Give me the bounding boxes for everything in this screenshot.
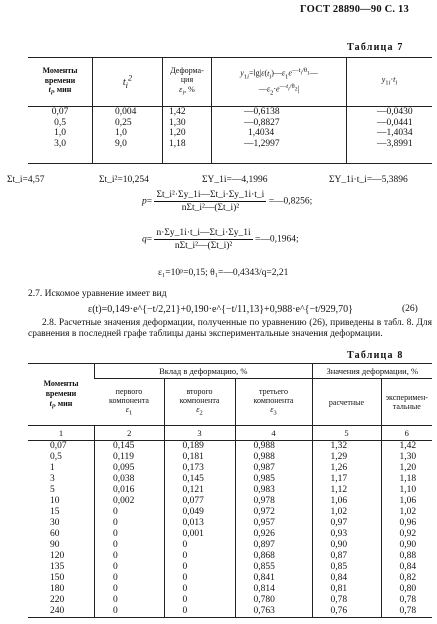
table-row [28, 474, 432, 485]
column-number: 5 [312, 426, 381, 441]
table-row [28, 595, 432, 606]
table7-header-row [28, 58, 432, 107]
table-cell: 0,07 [50, 441, 67, 451]
table7-header-moments: Моменты времени $t_i$, мин [28, 58, 93, 107]
table-row [28, 507, 432, 518]
sum-ti: Σt_i=4,57 [7, 175, 45, 185]
table-cell: 0,077 [164, 496, 235, 507]
table-cell: 0,119 [95, 452, 165, 463]
sum-y1i: ΣY_1i=—4,1996 [202, 175, 268, 185]
table-cell: 0 [95, 584, 165, 595]
table-cell: 0,92 [381, 529, 432, 540]
table-cell: 0,173 [164, 463, 235, 474]
table-cell: 0,87 [312, 551, 381, 562]
equation-26: ε(t)=0,149·e^{−t/2,21}+0,190·e^{−t/11,13}+0,988·e^{−t/929,70} [88, 304, 353, 315]
table-cell: —1,2997 [212, 139, 347, 150]
table-cell: 0,84 [312, 573, 381, 584]
table-cell: 1,12 [312, 485, 381, 496]
table-row [28, 584, 432, 595]
formula-q-value: =—0,1964; [255, 234, 299, 245]
table-cell: 0,90 [312, 540, 381, 551]
formula-q-fraction [154, 228, 252, 251]
table-row [28, 118, 432, 129]
table7-title: Таблица 7 [347, 42, 404, 53]
table8-title: Таблица 8 [347, 350, 404, 361]
table-cell: 1,32 [312, 441, 381, 453]
table8-header-moments: Моменты времени $t_i$, мин [28, 364, 95, 426]
table-cell: 0,96 [381, 518, 432, 529]
table-cell: 0,957 [235, 518, 312, 529]
table-cell: 1,20 [381, 463, 432, 474]
table-cell: 0,88 [381, 551, 432, 562]
table8-group-contribution: Вклад в деформацию, % [95, 364, 313, 379]
table-cell: 0 [164, 540, 235, 551]
table-cell: 1,30 [163, 118, 212, 129]
table-cell: 3,0 [54, 138, 66, 149]
table-row [28, 529, 432, 540]
table-cell: 0,80 [381, 584, 432, 595]
table-cell: 0,145 [95, 441, 165, 453]
table8-group-values: Значения деформации, % [312, 364, 432, 379]
table-cell: 0,016 [95, 485, 165, 496]
table-cell: 0 [95, 540, 165, 551]
table-cell: 0,78 [381, 595, 432, 606]
formula-eps1-theta1: ε₁=10ᵖ=0,15; θ₁=—0,4343/q=2,21 [158, 268, 289, 278]
table-cell: 1,29 [312, 452, 381, 463]
formula-p-denominator: nΣt_i²—(Σt_i)² [181, 203, 240, 213]
table-cell: 0 [164, 562, 235, 573]
table-row [28, 551, 432, 562]
table-cell: 120 [50, 551, 65, 561]
formula-p-numerator: Σt_i²·Σy_1i—Σt_i·Σy_1i·t_i [156, 190, 265, 200]
paragraph-2-8: 2.8. Расчетные значения деформации, полученные по уравнению (26), приведены в табл. 8. Для сравнения в последней графе таблицы даны экспериментальные значения деформации. [28, 318, 432, 339]
table-cell: 0,978 [235, 496, 312, 507]
table-cell: 0,84 [381, 562, 432, 573]
table-cell: 0 [164, 551, 235, 562]
table-cell: 0 [164, 595, 235, 606]
table8-number-row [28, 426, 432, 441]
table-cell: 1,26 [312, 463, 381, 474]
page-header: ГОСТ 28890—90 С. 13 [300, 4, 409, 15]
table-cell: 0,001 [164, 529, 235, 540]
table-cell: 0,145 [164, 474, 235, 485]
column-number: 6 [381, 426, 432, 441]
table-row [28, 139, 432, 150]
table-row [28, 452, 432, 463]
table-cell: 0 [95, 518, 165, 529]
table-cell: 5 [50, 485, 55, 495]
formula-q-numerator: n·Σy_1i·t_i—Σt_i·Σy_1i [156, 228, 251, 238]
table-cell: 0,897 [235, 540, 312, 551]
table-cell: 0 [95, 507, 165, 518]
table-cell: 0 [95, 606, 165, 618]
table-cell: 0,5 [50, 452, 62, 462]
table-cell: —3,8991 [347, 139, 433, 150]
table-cell: 0,038 [95, 474, 165, 485]
table-cell: 0 [164, 606, 235, 618]
table-row [28, 562, 432, 573]
table7-header-ti2: $t_i^2$ [93, 58, 163, 107]
table-cell: 1,18 [163, 139, 212, 150]
table-cell: 0,763 [235, 606, 312, 618]
table-cell: 60 [50, 529, 60, 539]
table-cell: 0,013 [164, 518, 235, 529]
table-cell: 0,78 [381, 606, 432, 618]
table-cell: 0,78 [312, 595, 381, 606]
formula-q: q= $\frac{n\cdot\Sigma y\_1i\cdot t\_i—\Sigma t\_i\cdot\Sigma y\_1i}{\text{nΣt\_i²—(Σt\_i)²}}$ =—0,1964; [142, 228, 299, 251]
table-cell: 15 [50, 507, 60, 517]
table-cell: 0,189 [164, 441, 235, 453]
table-cell: 0,814 [235, 584, 312, 595]
table-cell: —0,0430 [347, 107, 433, 118]
table-cell: 0 [164, 573, 235, 584]
table-cell: 0 [95, 595, 165, 606]
formula-q-denominator: nΣt_i²—(Σt_i)² [174, 241, 233, 251]
table-cell: —0,6138 [212, 107, 347, 118]
table-cell: 0,988 [235, 452, 312, 463]
table-cell: 1,18 [381, 474, 432, 485]
sum-y1i-ti: ΣY_1i·t_i=—5,3896 [329, 175, 408, 185]
table-cell: 1,10 [381, 485, 432, 496]
table-cell: —0,0441 [347, 118, 433, 129]
table-cell: 0,983 [235, 485, 312, 496]
table7-header-deformation: Деформа- ция $\varepsilon_i$, % [163, 58, 212, 107]
sum-ti2: Σt_i²=10,254 [99, 175, 149, 185]
table-cell: 0,780 [235, 595, 312, 606]
table-row [28, 107, 432, 118]
table-cell: 0,5 [54, 117, 66, 128]
table-cell: 1,30 [381, 452, 432, 463]
table-cell: 135 [50, 562, 65, 572]
column-number: 3 [164, 426, 235, 441]
table-row [28, 485, 432, 496]
formula-p-fraction [154, 190, 266, 213]
table8-header-calculated: расчетные [312, 379, 381, 426]
table-cell: 0,121 [164, 485, 235, 496]
table-cell: 0,85 [312, 562, 381, 573]
column-number: 2 [95, 426, 165, 441]
table8-header-first: первого компонента $\varepsilon_1$ [95, 379, 165, 426]
table-cell: 0,07 [51, 107, 69, 117]
table-cell: 1,42 [163, 107, 212, 118]
table-cell: 0,97 [312, 518, 381, 529]
table-7 [28, 57, 432, 164]
table-row [28, 128, 432, 139]
table-row [28, 540, 432, 551]
table-cell: 0,004 [93, 107, 163, 118]
table-row [28, 463, 432, 474]
table-cell: 0 [95, 573, 165, 584]
table7-pad-row [28, 149, 432, 164]
table7-header-y1i-ti: $y_{1i}\cdot t_i$ [347, 58, 433, 107]
table8-header-experimental: эксперимен- тальные [381, 379, 432, 426]
table-cell: 0,90 [381, 540, 432, 551]
table-cell: 90 [50, 540, 60, 550]
table-cell: 0 [95, 529, 165, 540]
table-cell: 0,25 [93, 118, 163, 129]
table-cell: 0,987 [235, 463, 312, 474]
table-cell: 0,841 [235, 573, 312, 584]
table-cell: 1,0 [54, 128, 66, 138]
table-cell: 180 [50, 584, 65, 594]
table-row [28, 441, 432, 453]
table-cell: 0 [164, 584, 235, 595]
table8-header-second: второго компонента $\varepsilon_2$ [164, 379, 235, 426]
column-number: 1 [28, 426, 95, 441]
table-row [28, 518, 432, 529]
table-cell: 0 [95, 562, 165, 573]
table-row [28, 496, 432, 507]
table-cell: 0,181 [164, 452, 235, 463]
table-cell: 1,02 [312, 507, 381, 518]
table-row [28, 606, 432, 618]
table-cell: 0,93 [312, 529, 381, 540]
table-cell: 1,02 [381, 507, 432, 518]
column-number: 4 [235, 426, 312, 441]
table-cell: 0,868 [235, 551, 312, 562]
table-cell: 0,985 [235, 474, 312, 485]
table-cell: —0,8827 [212, 118, 347, 129]
table-cell: 9,0 [93, 139, 163, 150]
table-cell: 1 [50, 463, 55, 473]
table-cell: 1,0 [93, 128, 163, 139]
paragraph-2-7: 2.7. Искомое уравнение имеет вид [28, 289, 167, 299]
table-cell: 0,988 [235, 441, 312, 453]
table8-header-third: третьего компонента $\varepsilon_3$ [235, 379, 312, 426]
table-cell: 1,17 [312, 474, 381, 485]
table-cell: 10 [50, 496, 60, 506]
formula-p: p= $\frac{\text{Σt\_i²·Σy\_1i—Σt\_i·Σy\_1i·t\_i}}{\text{nΣt\_i²—(Σt\_i)²}}$ =—0,8256; [142, 190, 313, 213]
formula-p-value: =—0,8256; [268, 196, 313, 207]
table8-body [28, 441, 432, 618]
table-cell: 0,855 [235, 562, 312, 573]
table-cell: 0,926 [235, 529, 312, 540]
table-cell: 0,095 [95, 463, 165, 474]
table-cell: 1,06 [312, 496, 381, 507]
table-cell: 0,002 [95, 496, 165, 507]
table-8 [28, 363, 432, 618]
table-cell: 0,049 [164, 507, 235, 518]
table-cell: 150 [50, 573, 65, 583]
table-cell: 0,972 [235, 507, 312, 518]
table-cell: 240 [28, 606, 95, 618]
table-cell: —1,4034 [347, 128, 433, 139]
table-cell: 1,42 [381, 441, 432, 453]
table-cell: 220 [50, 595, 65, 605]
table-row [28, 573, 432, 584]
table-cell: 3 [50, 474, 55, 484]
table-cell: 0 [95, 551, 165, 562]
table-cell: 0,82 [381, 573, 432, 584]
table7-header-y1i: $y_{1i}=\lg|\varepsilon(t_i)—\varepsilon_1e^{—t_i/\theta_1}—$ $—\varepsilon_2\cdot e^{—t_i/\theta_2}|$ [212, 58, 347, 107]
equation-number: (26) [402, 304, 418, 314]
table-cell: 30 [50, 518, 60, 528]
table-cell: 0,76 [312, 606, 381, 618]
table-cell: 1,20 [163, 128, 212, 139]
table-cell: 1,4034 [212, 128, 347, 139]
table-cell: 0,81 [312, 584, 381, 595]
table-cell: 1,06 [381, 496, 432, 507]
table8-group-row [28, 364, 432, 379]
